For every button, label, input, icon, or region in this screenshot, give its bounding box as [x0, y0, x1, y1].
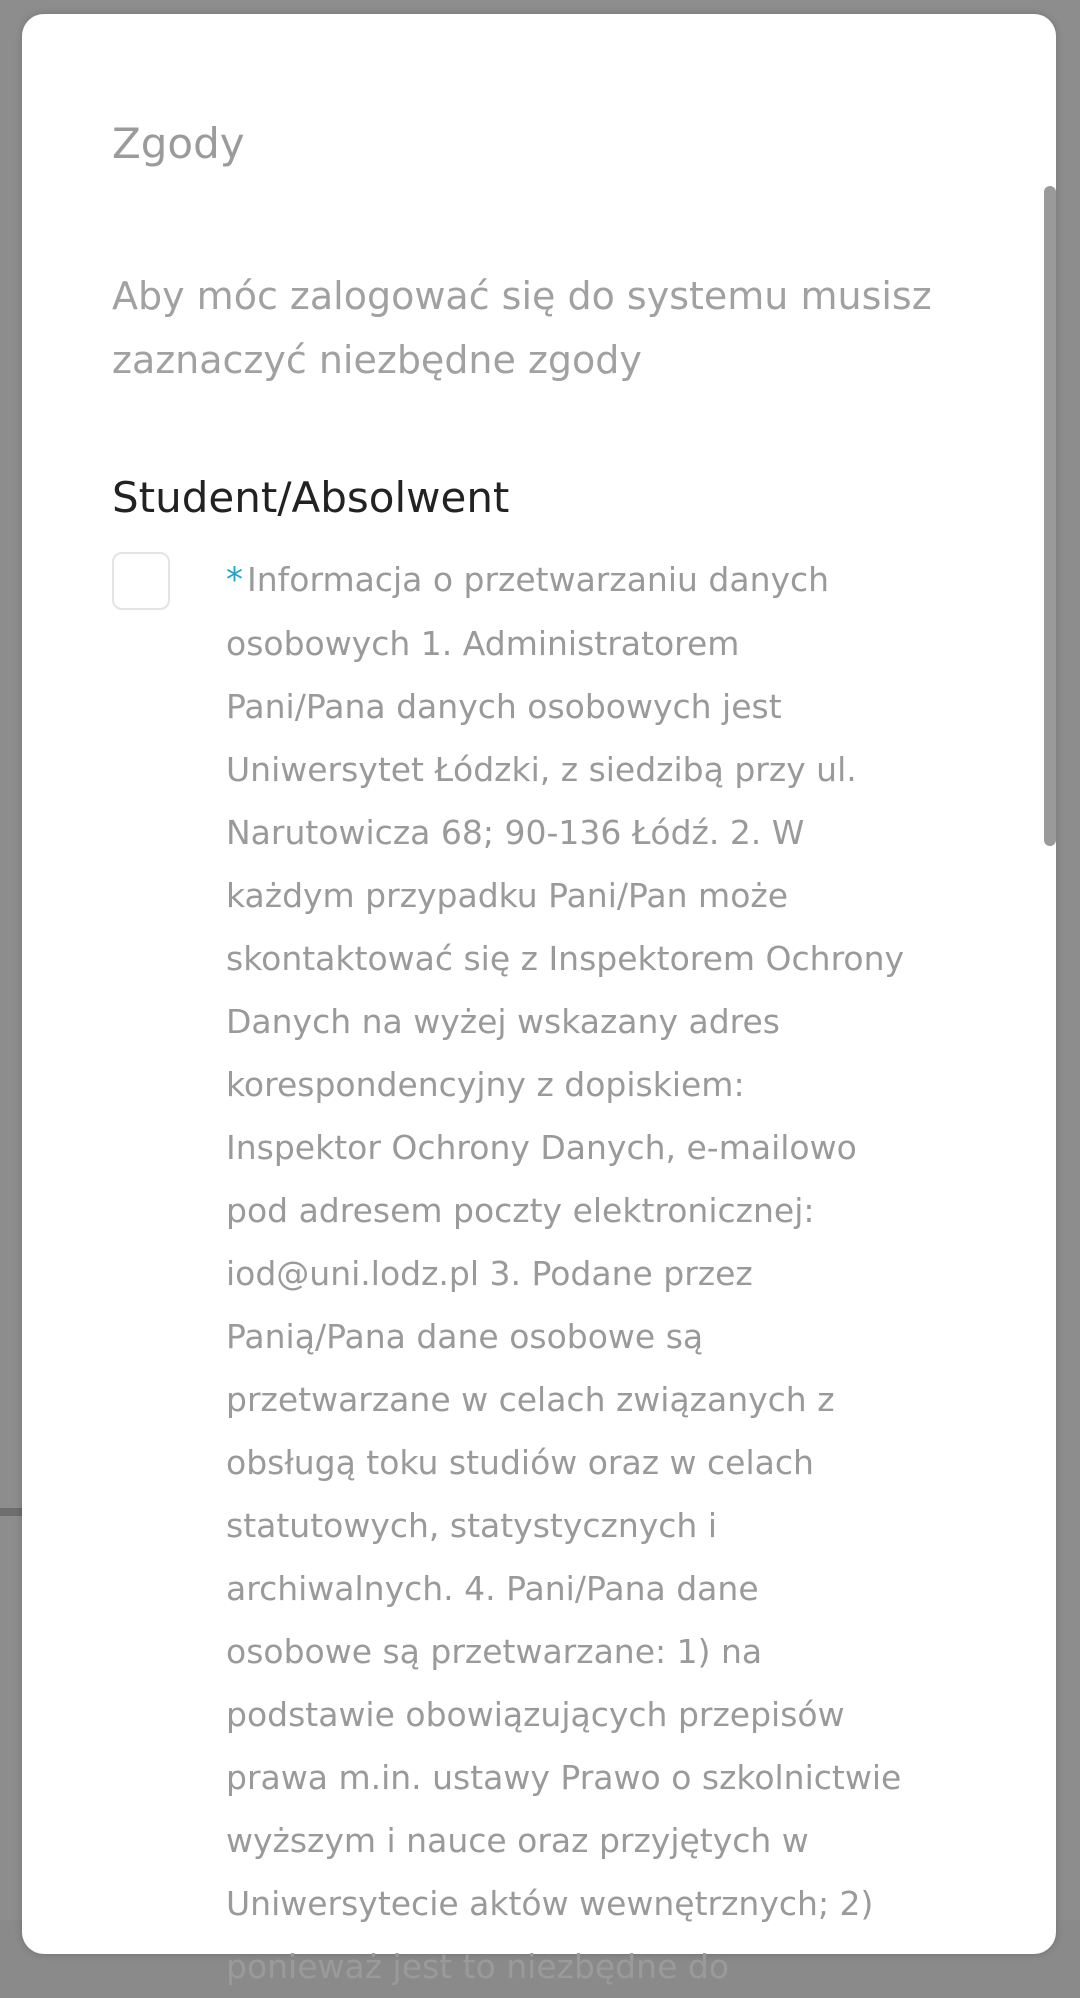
- dialog-info-text: Aby móc zalogować się do systemu musisz zaznaczyć niezbędne zgody: [112, 274, 932, 382]
- backdrop-divider: [0, 1508, 22, 1516]
- consent-dialog: [22, 14, 1056, 1986]
- section-title: Student/Absolwent: [112, 473, 510, 522]
- consent-text: Informacja o przetwarzaniu danych osobowych 1. Administratorem Pani/Pana danych osobowych jest Uniwersytet Łódzki, z siedzibą przy ul. Narutowicza 68; 90-136 Łódź. 2. W każdym przypadku Pani/Pan może skontaktować się z Inspektorem Ochrony Danych na wyżej wskazany adres korespondencyjny z dopiskiem: Inspektor Ochrony Danych, e-mailowo pod adresem poczty elektronicznej: iod@uni.lodz.pl 3. Podane przez Panią/Pana dane osobowe są przetwarzane w celach związanych z obsługą toku studiów oraz w celach statutowych, statystycznych i archiwalnych. 4. Pani/Pana dane osobowe są przetwarzane: 1) na podstawie obowiązujących przepisów prawa m.in. ustawy Prawo o szkolnictwie wyższym i nauce oraz przyjętych w Uniwersytecie aktów wewnętrznych; 2) ponieważ jest to niezbędne do: [226, 560, 905, 1986]
- scrollbar[interactable]: [1044, 186, 1056, 846]
- consent-checkbox[interactable]: [112, 552, 170, 610]
- dialog-title: Zgody: [112, 119, 245, 168]
- consent-label: [226, 548, 906, 1998]
- required-mark: *: [226, 560, 243, 600]
